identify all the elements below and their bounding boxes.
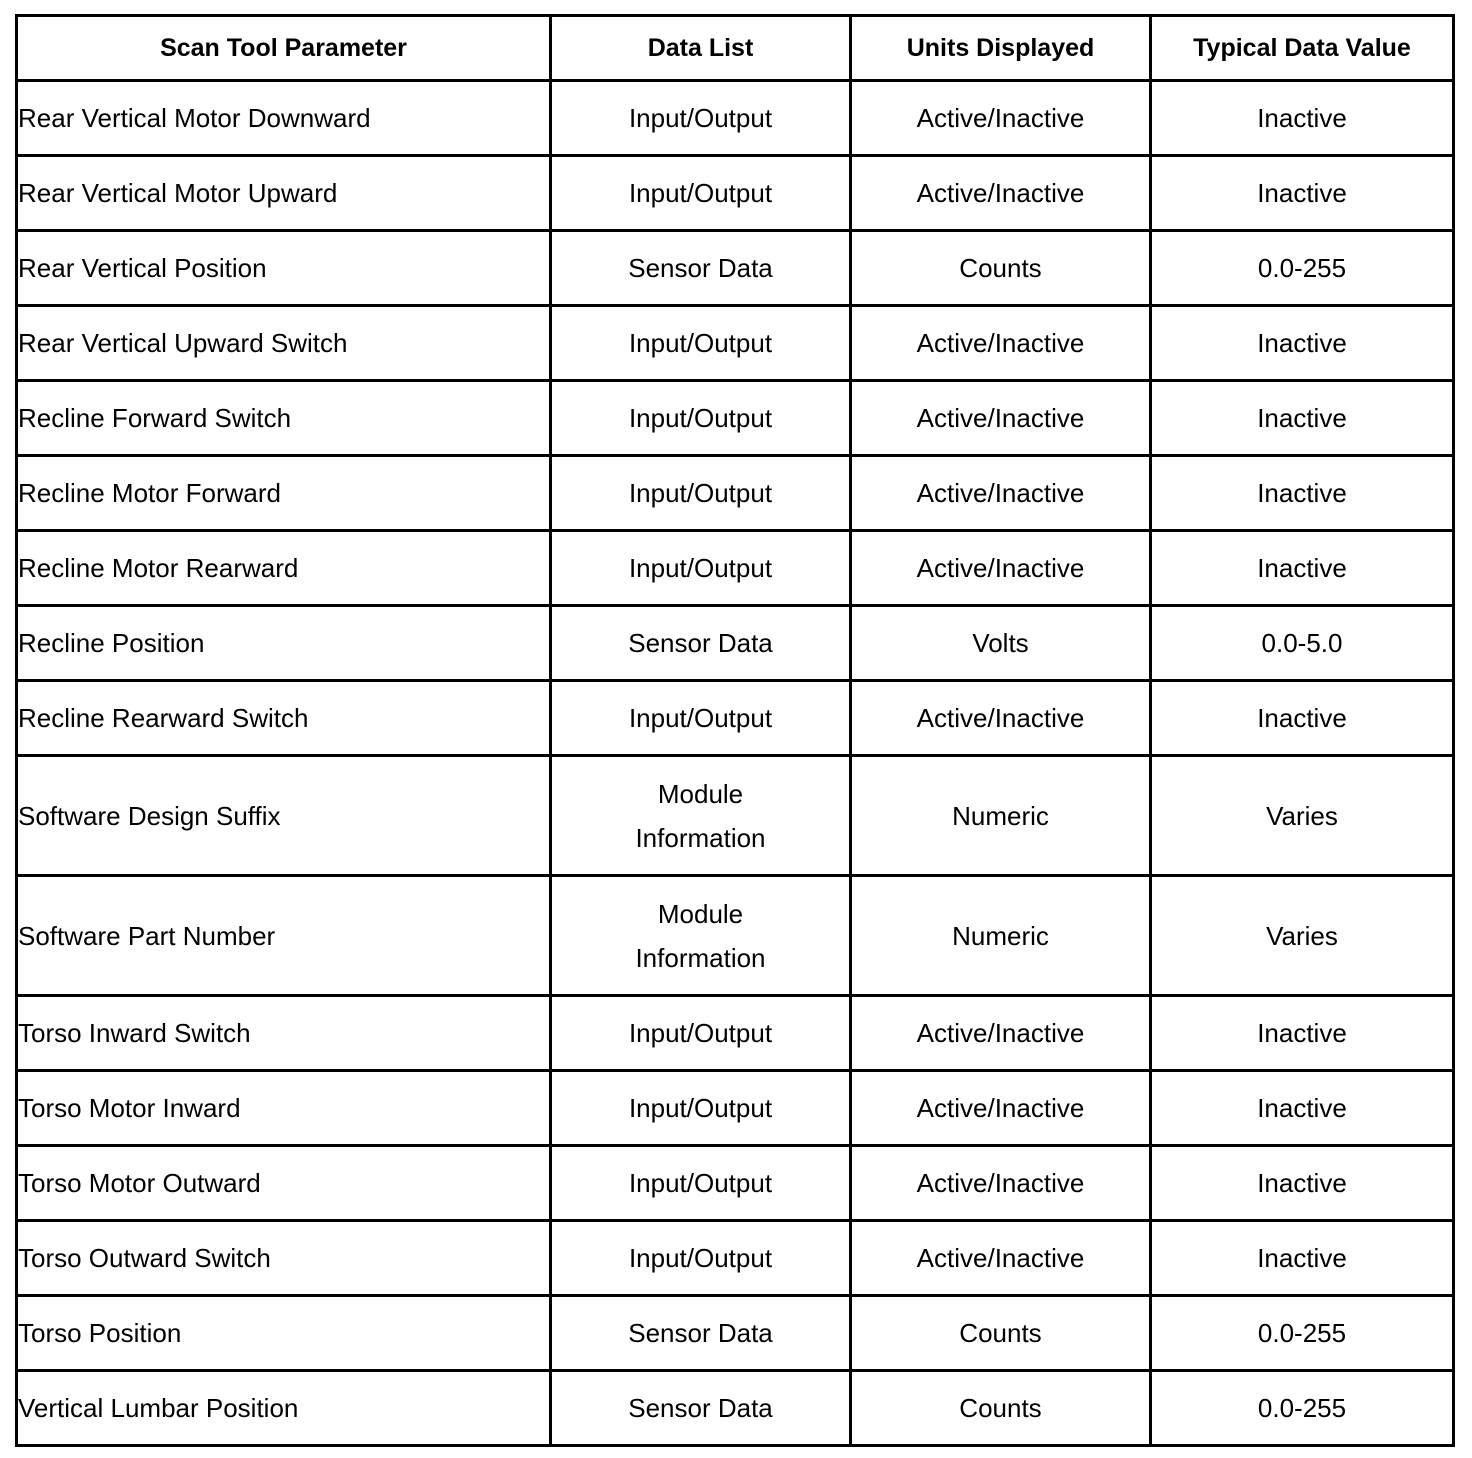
cell-parameter: Rear Vertical Motor Upward xyxy=(17,156,551,231)
cell-typical-value: Inactive xyxy=(1151,306,1454,381)
cell-typical-value: Inactive xyxy=(1151,456,1454,531)
cell-units: Numeric xyxy=(851,756,1151,876)
header-typical-data-value: Typical Data Value xyxy=(1151,16,1454,81)
cell-parameter: Rear Vertical Motor Downward xyxy=(17,81,551,156)
cell-data-list: Input/Output xyxy=(551,456,851,531)
cell-data-list xyxy=(551,876,851,996)
cell-units: Active/Inactive xyxy=(851,531,1151,606)
cell-typical-value: 0.0-255 xyxy=(1151,231,1454,306)
cell-typical-value: Varies xyxy=(1151,756,1454,876)
table-row xyxy=(17,1296,1454,1371)
cell-typical-value: Varies xyxy=(1151,876,1454,996)
cell-units: Active/Inactive xyxy=(851,81,1151,156)
cell-parameter: Rear Vertical Position xyxy=(17,231,551,306)
cell-typical-value: Inactive xyxy=(1151,381,1454,456)
cell-typical-value: Inactive xyxy=(1151,1146,1454,1221)
cell-data-list: Input/Output xyxy=(551,81,851,156)
cell-parameter: Vertical Lumbar Position xyxy=(17,1371,551,1446)
cell-typical-value: 0.0-255 xyxy=(1151,1371,1454,1446)
cell-data-list: Sensor Data xyxy=(551,1296,851,1371)
cell-units: Active/Inactive xyxy=(851,1221,1151,1296)
table-row xyxy=(17,1371,1454,1446)
header-units-displayed: Units Displayed xyxy=(851,16,1151,81)
cell-parameter: Torso Position xyxy=(17,1296,551,1371)
table-row xyxy=(17,456,1454,531)
cell-data-list: Input/Output xyxy=(551,1146,851,1221)
cell-units: Counts xyxy=(851,231,1151,306)
header-data-list: Data List xyxy=(551,16,851,81)
cell-data-list: Sensor Data xyxy=(551,1371,851,1446)
cell-typical-value: 0.0-5.0 xyxy=(1151,606,1454,681)
cell-parameter: Recline Position xyxy=(17,606,551,681)
table-row xyxy=(17,606,1454,681)
cell-parameter: Software Part Number xyxy=(17,876,551,996)
cell-parameter: Software Design Suffix xyxy=(17,756,551,876)
cell-parameter: Recline Forward Switch xyxy=(17,381,551,456)
cell-parameter: Torso Outward Switch xyxy=(17,1221,551,1296)
table-row xyxy=(17,681,1454,756)
cell-data-list: Input/Output xyxy=(551,996,851,1071)
cell-units: Active/Inactive xyxy=(851,456,1151,531)
cell-data-list: Input/Output xyxy=(551,1221,851,1296)
cell-typical-value: Inactive xyxy=(1151,81,1454,156)
cell-typical-value: Inactive xyxy=(1151,1221,1454,1296)
table-row xyxy=(17,1146,1454,1221)
header-row xyxy=(17,16,1454,81)
cell-units: Active/Inactive xyxy=(851,996,1151,1071)
cell-typical-value: Inactive xyxy=(1151,1071,1454,1146)
cell-data-list: Input/Output xyxy=(551,1071,851,1146)
cell-units: Counts xyxy=(851,1296,1151,1371)
table-row xyxy=(17,231,1454,306)
cell-data-list: Sensor Data xyxy=(551,231,851,306)
cell-data-list: Input/Output xyxy=(551,681,851,756)
table-row xyxy=(17,81,1454,156)
cell-units: Active/Inactive xyxy=(851,306,1151,381)
cell-units: Active/Inactive xyxy=(851,381,1151,456)
cell-units: Active/Inactive xyxy=(851,1146,1151,1221)
table-row xyxy=(17,756,1454,876)
cell-data-list: Input/Output xyxy=(551,306,851,381)
table-row xyxy=(17,306,1454,381)
cell-typical-value: Inactive xyxy=(1151,156,1454,231)
cell-parameter: Torso Motor Outward xyxy=(17,1146,551,1221)
cell-parameter: Recline Motor Rearward xyxy=(17,531,551,606)
cell-typical-value: Inactive xyxy=(1151,996,1454,1071)
cell-data-list-line: Module xyxy=(657,778,744,809)
table-row xyxy=(17,1221,1454,1296)
cell-units: Counts xyxy=(851,1371,1151,1446)
cell-typical-value: Inactive xyxy=(1151,681,1454,756)
cell-units: Active/Inactive xyxy=(851,1071,1151,1146)
cell-typical-value: 0.0-255 xyxy=(1151,1296,1454,1371)
table-row xyxy=(17,156,1454,231)
cell-data-list-line: Information xyxy=(635,942,766,973)
cell-data-list: Input/Output xyxy=(551,381,851,456)
cell-units: Active/Inactive xyxy=(851,156,1151,231)
cell-data-list: Input/Output xyxy=(551,531,851,606)
table-row xyxy=(17,1071,1454,1146)
cell-data-list-line: Module xyxy=(657,898,744,929)
cell-data-list: Input/Output xyxy=(551,156,851,231)
header-scan-tool-parameter: Scan Tool Parameter xyxy=(17,16,551,81)
table-row xyxy=(17,996,1454,1071)
cell-data-list xyxy=(551,756,851,876)
cell-parameter: Torso Motor Inward xyxy=(17,1071,551,1146)
cell-parameter: Torso Inward Switch xyxy=(17,996,551,1071)
scan-tool-data-table xyxy=(15,14,1455,1447)
cell-units: Numeric xyxy=(851,876,1151,996)
table-row xyxy=(17,876,1454,996)
cell-units: Volts xyxy=(851,606,1151,681)
cell-parameter: Recline Rearward Switch xyxy=(17,681,551,756)
cell-parameter: Rear Vertical Upward Switch xyxy=(17,306,551,381)
cell-data-list: Sensor Data xyxy=(551,606,851,681)
cell-typical-value: Inactive xyxy=(1151,531,1454,606)
table-row xyxy=(17,531,1454,606)
cell-data-list-line: Information xyxy=(635,822,766,853)
cell-parameter: Recline Motor Forward xyxy=(17,456,551,531)
cell-units: Active/Inactive xyxy=(851,681,1151,756)
table-row xyxy=(17,381,1454,456)
